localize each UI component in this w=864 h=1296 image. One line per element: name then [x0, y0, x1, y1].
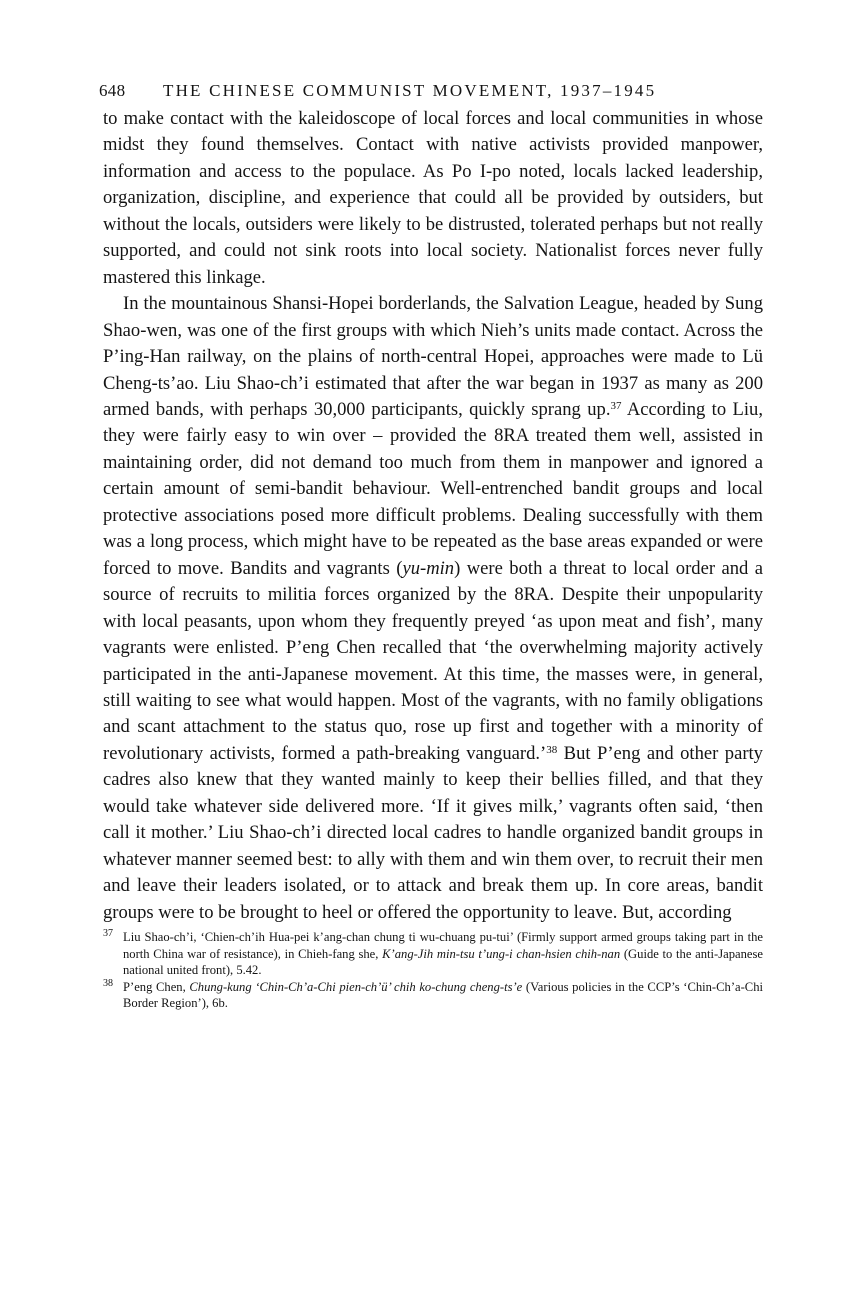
- footnote-ref-37[interactable]: 37: [610, 399, 622, 412]
- footnotes: [103, 929, 763, 1012]
- footnote-italic-title: K’ang-Jih min-tsu t’ung-i chan-hsien chih-nan: [382, 946, 621, 961]
- body-text: [103, 106, 763, 926]
- paragraph-continuation: to make contact with the kaleidoscope of local forces and local communities in whose midst they found themselves. Contact with native activists provided manpower, information and access to the populace. As Po I-po noted, locals lacked leadership, organization, discipline, and experience that could all be provided by outsiders, but without the locals, outsiders were likely to be distrusted, tolerated perhaps but not really supported, and could not sink roots into local society. Nationalist forces never fully mastered this linkage.: [103, 108, 763, 288]
- text-segment: But P’eng and other party cadres also knew that they wanted mainly to keep their bellies filled, and that they would take whatever side delivered more. ‘If it gives milk,’ vagrants often said, ‘then call it mother.’ Liu Shao-ch’i directed local cadres to handle organized bandit groups in whatever manner seemed best: to ally with them and win them over, to recruit their men and leave their leaders isolated, or to attack and break them up. In core areas, bandit groups were to be brought to heel or offered the opportunity to leave. But, according: [103, 742, 763, 923]
- footnote-37: [103, 929, 763, 979]
- footnote-text: P’eng Chen,: [123, 979, 190, 994]
- text-segment: In the mountainous Shansi-Hopei borderlands, the Salvation League, headed by Sung Shao-wen, was one of the first groups with which Nieh’s units made contact. Across the P’ing-Han railway, on the plains of north-central Hopei, approaches were made to Lü Cheng-ts’ao. Liu Shao-ch’i estimated that after the war began in 1937 as many as 200 armed bands, with perhaps 30,000 participants, quickly sprang up.: [103, 293, 763, 420]
- book-page: [99, 80, 764, 1012]
- footnote-italic-title: Chung-kung ‘Chin-Ch’a-Chi pien-ch’ü’ chih ko-chung cheng-ts’e: [189, 979, 523, 994]
- italic-term: yu-min: [402, 557, 455, 579]
- running-title: THE CHINESE COMMUNIST MOVEMENT, 1937–1945: [163, 81, 657, 100]
- paragraph-salvation-league: [103, 291, 763, 926]
- footnote-text: (Guide to the anti-Japanese national united front), 5.42.: [123, 946, 763, 978]
- footnote-text: Liu Shao-ch’i, ‘Chien-ch’ih Hua-pei k’ang-chan chung ti wu-chuang pu-tui’ (Firmly support armed groups taking part in the north China war of resistance), in Chieh-fang she,: [123, 930, 763, 961]
- footnote-text: (Various policies in the CCP’s ‘Chin-Ch’a-Chi Border Region’), 6b.: [123, 979, 763, 1011]
- running-header: [99, 80, 763, 106]
- page-number: 648: [99, 81, 126, 100]
- text-segment: ) were both a threat to local order and a source of recruits to militia forces organized by the 8RA. Despite their unpopularity with local peasants, upon whom they frequently preyed ‘as upon meat and fish’, many vagrants were enlisted. P’eng Chen recalled that ‘the overwhelming majority actively participated in the anti-Japanese movement. At this time, the masses were, in general, still waiting to see what would happen. Most of the vagrants, with no family obligations and scant attachment to the status quo, rose up first and together with a minority of revolutionary activists, formed a path-breaking vanguard.’: [103, 557, 764, 764]
- footnote-number: 38: [103, 977, 113, 989]
- footnote-number: 37: [103, 928, 113, 940]
- text-segment: According to Liu, they were fairly easy to win over – provided the 8RA treated them well, assisted in maintaining order, did not demand too much from them in manpower and ignored a certain amount of semi-bandit behaviour. Well-entrenched bandit groups and local protective associations posed more difficult problems. Dealing successfully with them was a long process, which might have to be repeated as the base areas expanded or were forced to move. Bandits and vagrants (: [103, 398, 763, 579]
- footnote-38: [103, 979, 763, 1012]
- footnote-ref-38[interactable]: 38: [546, 743, 558, 756]
